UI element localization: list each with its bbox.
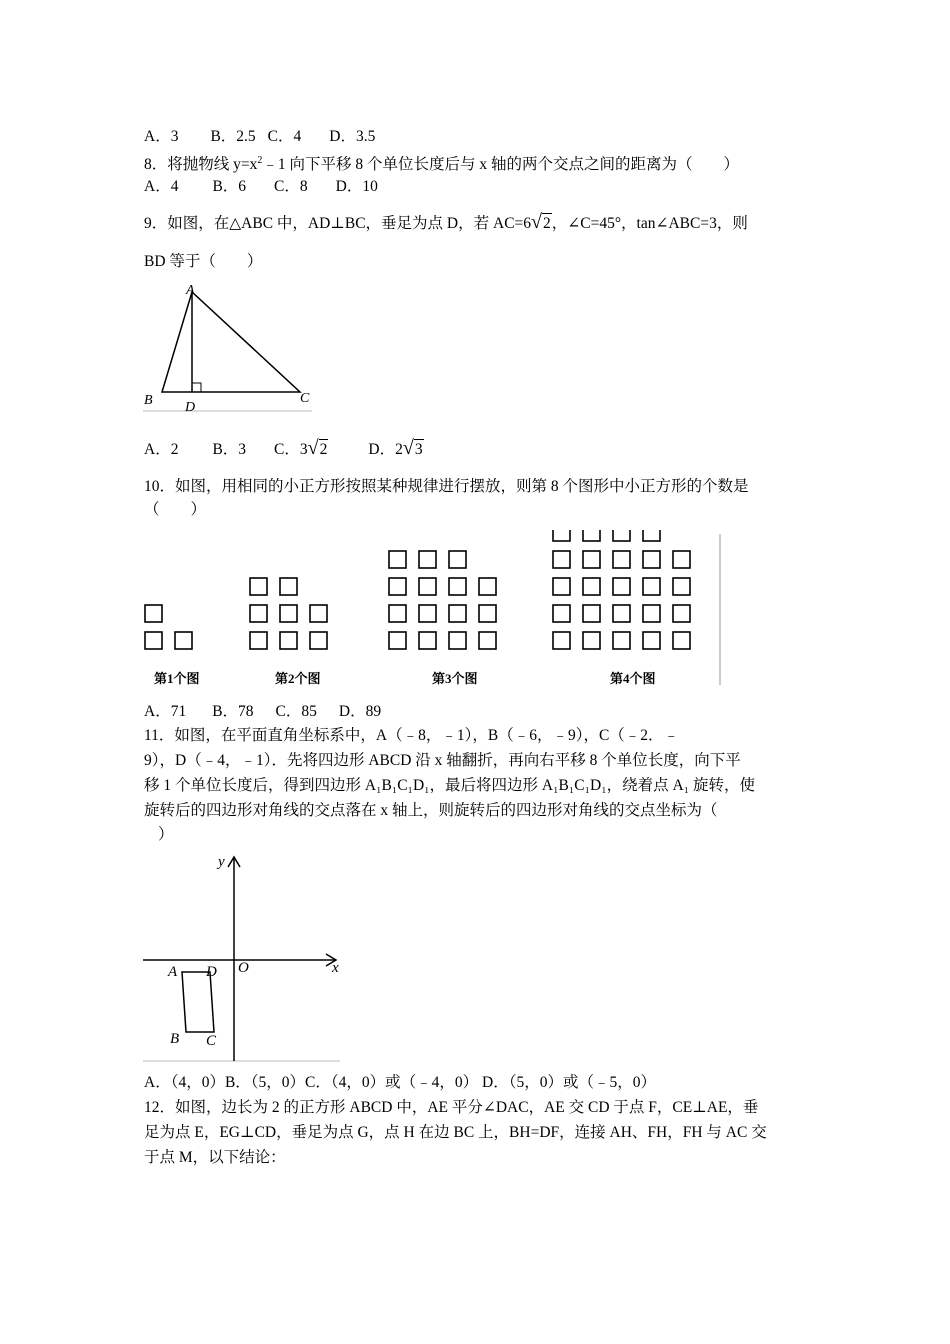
q11-stem-line4: 旋转后的四边形对角线的交点落在 x 轴上，则旋转后的四边形对角线的交点坐标为（ [144,802,718,819]
small-square [583,632,600,649]
q8-option-d: D．10 [335,178,378,195]
small-square [479,605,496,622]
small-square [389,605,406,622]
small-square [643,632,660,649]
q9-option-d: D．2√3 [368,437,423,459]
small-square [613,578,630,595]
q8-option-c: C．8 [274,178,308,195]
small-square [643,551,660,568]
q10-option-d: D．89 [338,703,382,720]
q10-square-pattern-figure [140,530,730,690]
label-c: C [300,391,310,406]
label-x: x [332,960,339,976]
small-square [175,632,192,649]
small-square [643,605,660,622]
q9-stem-line2: BD 等于（ ） [144,253,263,270]
q9-option-a: A．2 [144,441,179,458]
small-square [310,632,327,649]
right-angle-mark [192,383,201,392]
q7-options [144,127,375,147]
q9-stem: 9．如图，在△ABC 中，AD⊥BC，垂足为点 D，若 AC=6√2，∠C=45°，tan∠ABC=3，则 [144,211,748,233]
q12-stem-line3: 于点 M，以下结论： [144,1149,286,1166]
small-square [419,605,436,622]
small-square [553,578,570,595]
label-b: B [170,1031,180,1047]
label-b: B [144,393,153,408]
small-square [553,632,570,649]
label-a: A [186,283,195,298]
small-square [419,578,436,595]
small-square [449,632,466,649]
small-square [673,578,690,595]
small-square [479,578,496,595]
small-square [250,605,267,622]
small-square [479,632,496,649]
small-square [613,632,630,649]
caption-4: 第4个图 [610,671,656,686]
small-square [280,605,297,622]
small-square [389,578,406,595]
sqrt-2: √2 [531,211,551,233]
q7-option-c: C．4 [267,128,302,145]
small-square [449,605,466,622]
q11-stem-line1: 11．如图，在平面直角坐标系中，A（﹣8，﹣1），B（﹣6，﹣9），C（﹣2．﹣ [144,727,680,744]
small-square [613,605,630,622]
small-square [613,551,630,568]
small-square [449,578,466,595]
small-square [310,605,327,622]
triangle-abc [162,292,300,392]
q9-options [144,438,424,460]
q10-stem-line2: （ ） [144,501,207,518]
small-square [280,578,297,595]
q10-stem: 10．如图，用相同的小正方形按照某种规律进行摆放，则第 8 个图形中小正方形的个数是 [144,478,749,495]
small-square [583,578,600,595]
q11-stem-line2: 9），D（﹣4，﹣1）．先将四边形 ABCD 沿 x 轴翻折，再向右平移 8 个单位长度，向下平 [144,752,741,769]
q8-option-a: A．4 [144,178,179,195]
q10-option-a: A．71 [144,703,187,720]
small-square [145,605,162,622]
q11-stem-line3: 移 1 个单位长度后，得到四边形 A₁B₁C₁D₁，最后将四边形 A₁B₁C₁D₁，绕着点 A₁ 旋转，使 [144,777,755,794]
small-square [553,551,570,568]
small-square [250,578,267,595]
label-a: A [168,964,178,980]
small-square [419,632,436,649]
small-square [145,632,162,649]
small-square [280,632,297,649]
label-y: y [218,854,225,870]
q7-option-d: D．3.5 [329,128,376,145]
q10-options [144,702,381,722]
small-square [643,530,660,541]
small-square [673,605,690,622]
label-o: O [238,960,249,976]
small-square [613,530,630,541]
q9-option-c: C．3√2 [274,437,328,459]
small-square [673,632,690,649]
q10-option-b: B．78 [212,703,254,720]
caption-3: 第3个图 [432,671,478,686]
small-square [389,551,406,568]
q7-option-b: B．2.5 [210,128,256,145]
q8-stem: 8．将抛物线 $y=x^2﹣1$ 向下平移 8 个单位长度后与 x 轴的两个交点之间的距离为（ ） [144,155,740,174]
small-square [389,632,406,649]
small-square [553,605,570,622]
q12-stem-line1: 12．如图，边长为 2 的正方形 ABCD 中，AE 平分∠DAC，AE 交 CD 于点 F，CE⊥AE，垂 [144,1099,759,1116]
label-d: D [206,964,217,980]
q10-option-c: C．85 [275,703,317,720]
caption-2: 第2个图 [275,671,321,686]
q7-option-a: A．3 [144,128,179,145]
small-square [673,551,690,568]
small-square [583,551,600,568]
q9-option-b: B．3 [212,441,247,458]
small-square [643,578,660,595]
q8-option-b: B．6 [212,178,247,195]
caption-1: 第1个图 [154,671,200,686]
small-square [419,551,436,568]
q12-stem-line2: 足为点 E，EG⊥CD，垂足为点 G，点 H 在边 BC 上，BH=DF，连接 AH、FH，FH 与 AC 交 [144,1124,767,1141]
label-c: C [206,1033,217,1049]
q11-options: A．（4，0）B．（5，0）C．（4，0）或（﹣4，0） D．（5，0）或（﹣5，0） [144,1074,656,1091]
small-square [553,530,570,541]
q11-stem-line5: ） [158,826,174,843]
small-square [250,632,267,649]
small-square [583,605,600,622]
label-d: D [185,400,196,415]
q9-triangle-figure [140,280,315,415]
q8-options [144,177,378,197]
small-square [583,530,600,541]
small-square [449,551,466,568]
quadrilateral-abcd [182,972,214,1032]
q11-coordinate-figure [140,848,345,1066]
